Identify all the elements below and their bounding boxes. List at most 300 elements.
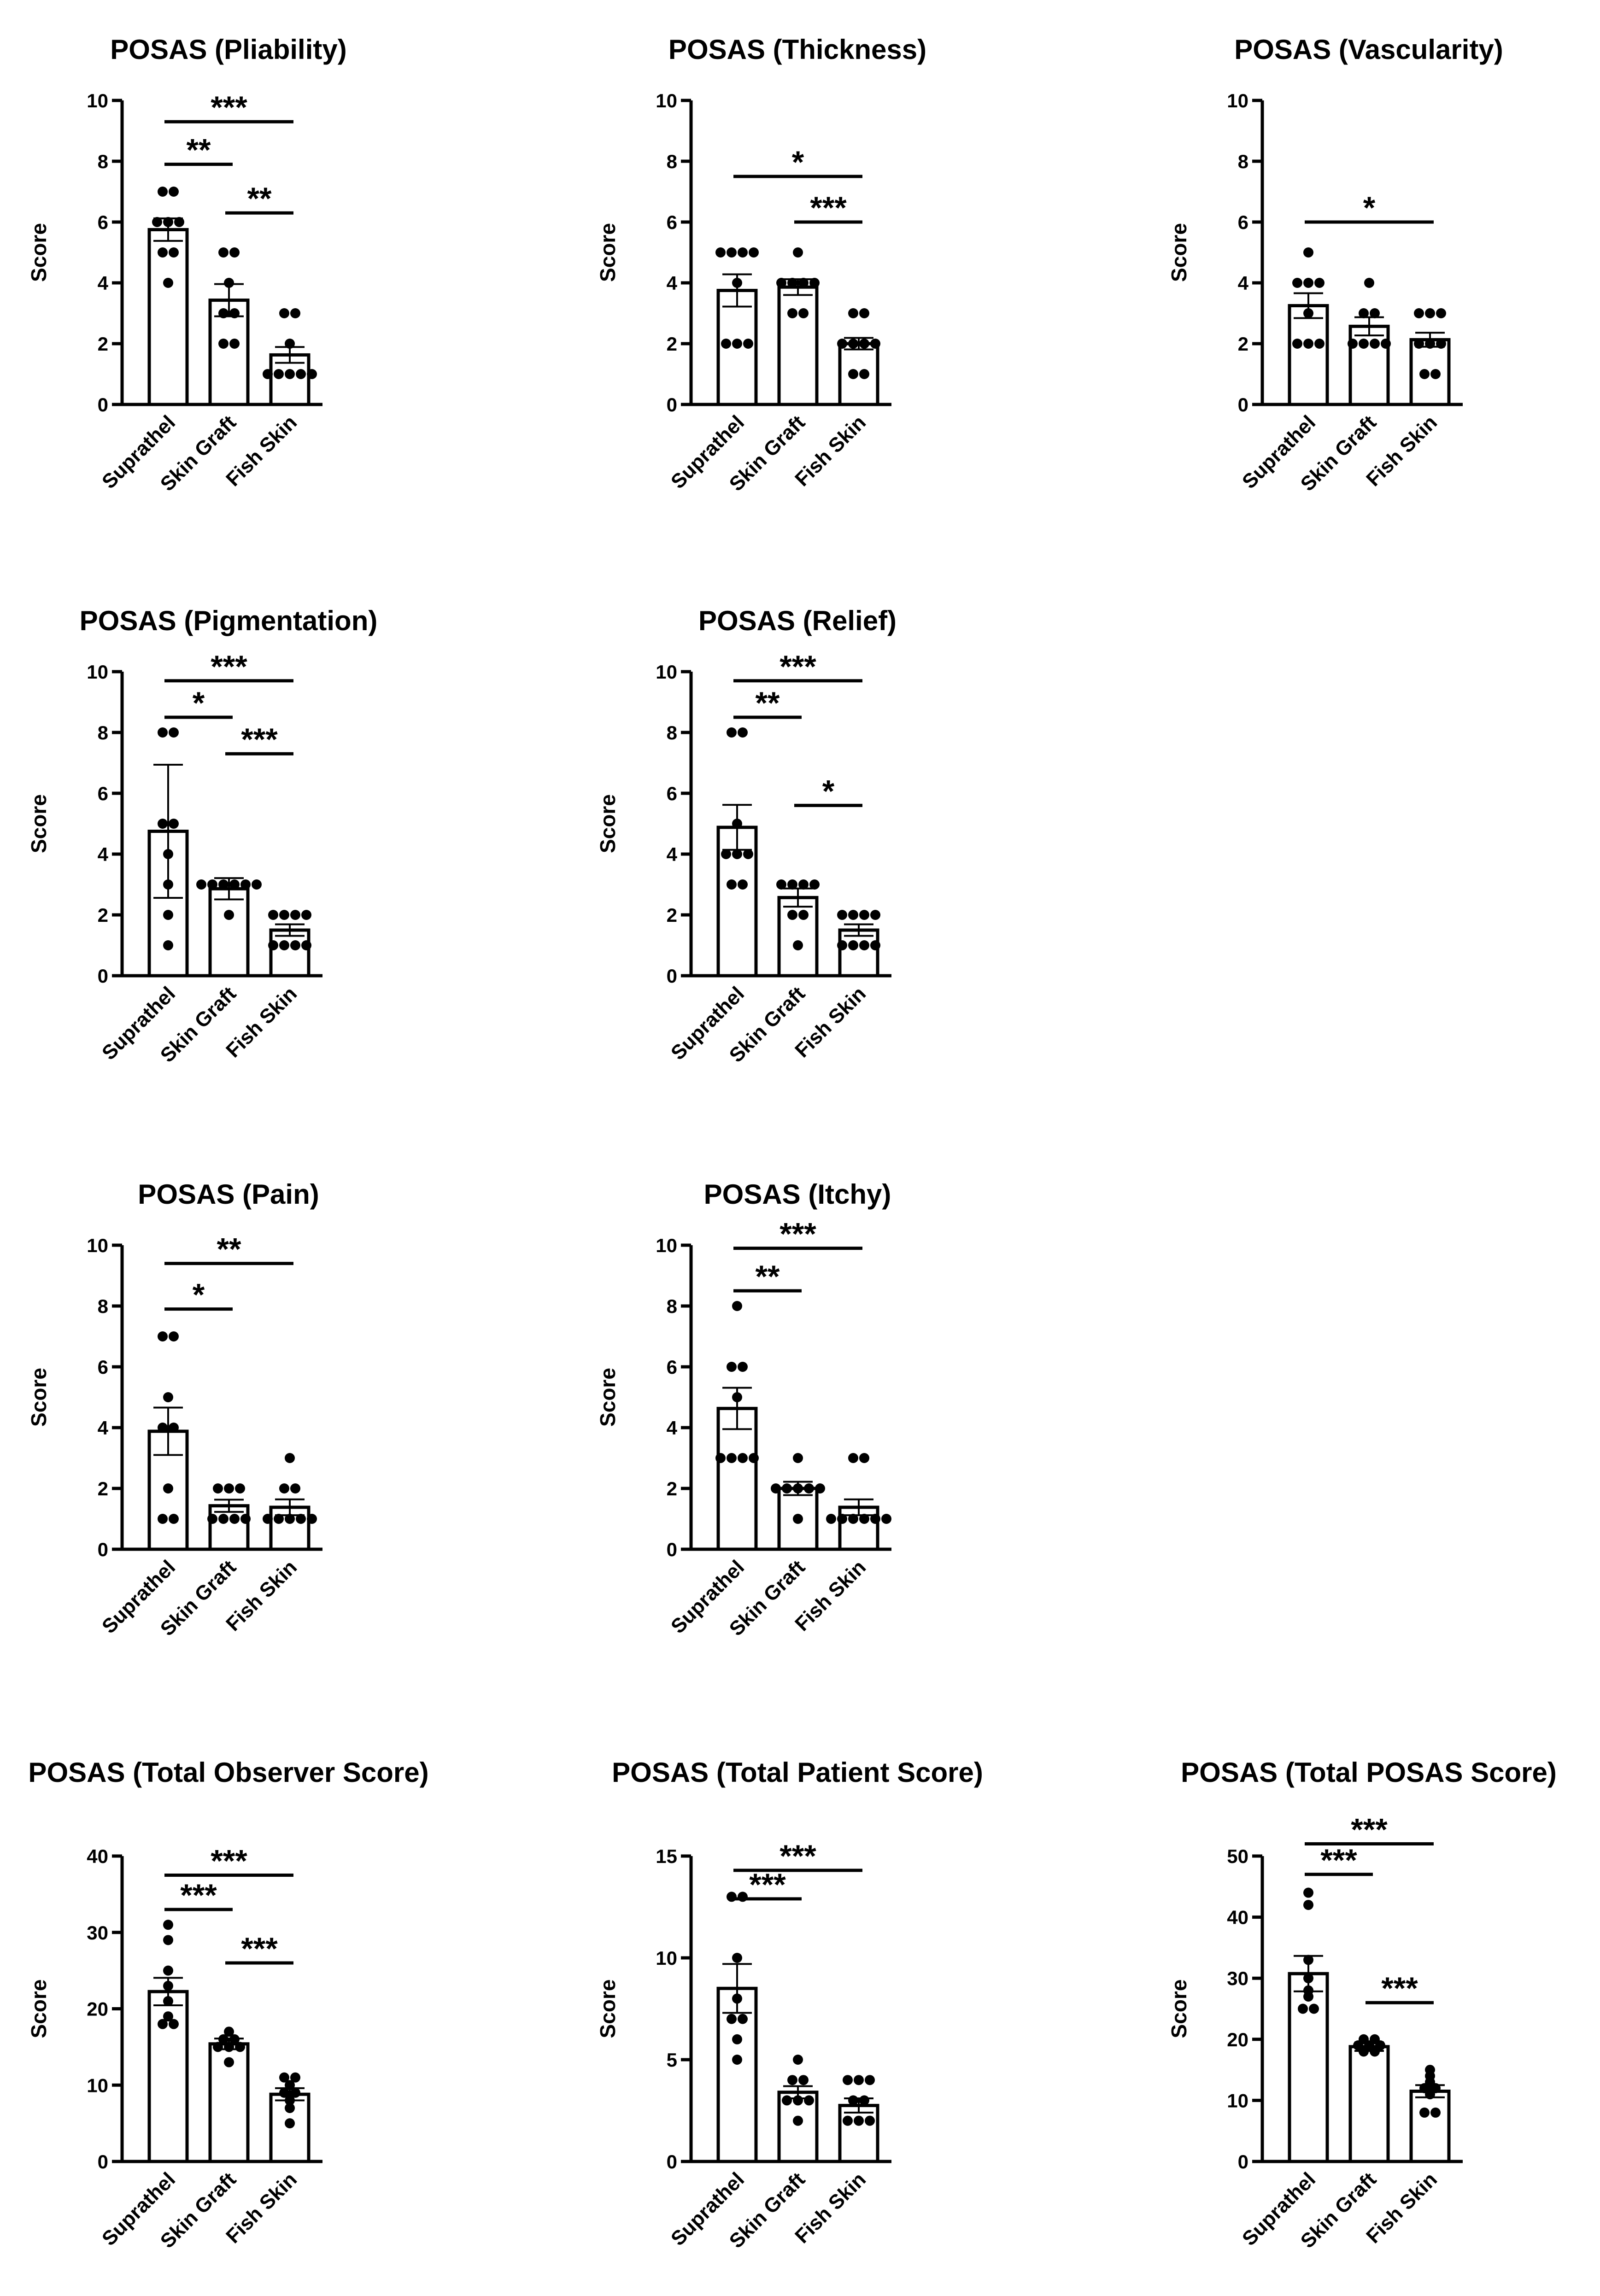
data-point <box>859 308 869 318</box>
data-point <box>163 1981 173 1991</box>
data-point <box>301 910 311 920</box>
data-point <box>279 308 289 318</box>
data-point <box>169 247 179 258</box>
data-point <box>837 940 847 950</box>
significance-label: ** <box>247 181 272 217</box>
data-point <box>732 2055 742 2065</box>
data-point <box>169 2019 179 2029</box>
data-point <box>1314 339 1325 349</box>
chart-panel-posas-thickness <box>596 34 926 496</box>
y-tick-label: 40 <box>87 1845 108 1867</box>
data-point <box>240 879 251 890</box>
data-point <box>1303 1991 1313 2002</box>
data-point <box>798 879 809 890</box>
data-point <box>1292 339 1302 349</box>
y-tick-label: 6 <box>97 211 108 233</box>
data-point <box>1303 339 1313 349</box>
y-tick-label: 0 <box>666 965 677 987</box>
data-point <box>727 247 737 258</box>
x-tick-label: Fish Skin <box>222 2168 302 2248</box>
data-point <box>793 1453 803 1463</box>
data-point <box>854 2075 864 2085</box>
y-axis-label: Score <box>596 1368 620 1427</box>
y-axis-label: Score <box>1167 223 1191 282</box>
data-point <box>296 1514 306 1524</box>
chart-panel-posas-itchy <box>596 1179 891 1640</box>
data-point <box>263 369 273 379</box>
data-point <box>848 339 858 349</box>
data-point <box>787 879 797 890</box>
x-tick-label: Suprathel <box>666 2168 749 2250</box>
data-point <box>738 1453 748 1463</box>
data-point <box>163 879 173 890</box>
y-tick-label: 0 <box>666 2151 677 2173</box>
significance-label: *** <box>211 90 247 125</box>
data-point <box>738 1362 748 1372</box>
significance-label: *** <box>180 1878 217 1913</box>
data-point <box>163 1996 173 2006</box>
bar-skin-graft <box>779 897 817 976</box>
y-tick-label: 10 <box>656 1235 677 1256</box>
bar-fish-skin <box>840 930 878 976</box>
data-point <box>721 849 731 859</box>
data-point <box>229 247 240 258</box>
chart-title: POSAS (Relief) <box>698 605 897 636</box>
data-point <box>804 1483 814 1494</box>
data-point <box>163 910 173 920</box>
chart-panel-posas-pain <box>27 1179 322 1640</box>
significance-label: * <box>1363 190 1376 225</box>
data-point <box>727 1362 737 1372</box>
y-tick-label: 2 <box>666 904 677 926</box>
bar-suprathel <box>718 1988 756 2161</box>
significance-label: ** <box>186 132 211 168</box>
data-point <box>1292 278 1302 288</box>
data-point <box>793 2055 803 2065</box>
bar-fish-skin <box>271 930 309 976</box>
data-point <box>285 1453 295 1463</box>
data-point <box>158 187 168 197</box>
data-point <box>1425 339 1435 349</box>
data-point <box>732 1392 742 1402</box>
y-tick-label: 30 <box>1227 1968 1248 1990</box>
data-point <box>787 910 797 920</box>
data-point <box>798 2075 809 2085</box>
significance-label: *** <box>211 649 247 684</box>
significance-label: *** <box>241 1931 278 1967</box>
y-tick-label: 2 <box>1237 333 1248 355</box>
bar-skin-graft <box>1350 2047 1388 2161</box>
data-point <box>793 2095 803 2105</box>
data-point <box>743 339 753 349</box>
y-tick-label: 50 <box>1227 1845 1248 1867</box>
data-point <box>815 1483 825 1494</box>
y-tick-label: 2 <box>97 333 108 355</box>
significance-label: *** <box>779 1838 816 1874</box>
data-point <box>738 247 748 258</box>
data-point <box>163 1392 173 1402</box>
data-point <box>285 2118 295 2128</box>
data-point <box>738 727 748 738</box>
y-tick-label: 6 <box>97 1356 108 1378</box>
data-point <box>1303 1973 1313 1983</box>
data-point <box>1359 339 1369 349</box>
chart-panel-posas-total-observer-score <box>27 1757 429 2253</box>
data-point <box>848 910 858 920</box>
data-point <box>1348 339 1358 349</box>
data-point <box>749 247 759 258</box>
y-axis-label: Score <box>596 223 620 282</box>
data-point <box>1370 308 1380 318</box>
data-point <box>1303 308 1313 318</box>
significance-label: *** <box>779 649 816 684</box>
data-point <box>1430 369 1441 379</box>
chart-title: POSAS (Pliability) <box>110 34 347 65</box>
data-point <box>158 727 168 738</box>
x-tick-label: Skin Graft <box>156 982 241 1067</box>
y-tick-label: 8 <box>1237 151 1248 172</box>
chart-title: POSAS (Pain) <box>138 1179 319 1210</box>
data-point <box>229 308 240 318</box>
data-point <box>296 369 306 379</box>
data-point <box>787 2075 797 2085</box>
significance-label: ** <box>755 685 780 720</box>
x-tick-label: Fish Skin <box>222 1556 302 1636</box>
chart-panel-posas-vascularity <box>1167 34 1503 496</box>
chart-title: POSAS (Thickness) <box>668 34 927 65</box>
data-point <box>732 2034 742 2044</box>
y-tick-label: 10 <box>87 661 108 683</box>
y-tick-label: 30 <box>87 1921 108 1944</box>
x-tick-label: Skin Graft <box>156 411 241 496</box>
significance-label: ** <box>217 1231 241 1267</box>
data-point <box>229 879 240 890</box>
significance-label: *** <box>211 1843 247 1879</box>
y-tick-label: 2 <box>97 1478 108 1499</box>
significance-label: * <box>192 1277 205 1312</box>
y-axis-label: Score <box>27 1979 51 2038</box>
y-tick-label: 10 <box>87 90 108 111</box>
x-tick-label: Skin Graft <box>725 411 810 496</box>
data-point <box>290 940 300 950</box>
data-point <box>1303 278 1313 288</box>
data-point <box>163 849 173 859</box>
x-tick-label: Suprathel <box>97 2168 180 2250</box>
data-point <box>290 1483 300 1494</box>
data-point <box>848 940 858 950</box>
data-point <box>169 727 179 738</box>
y-tick-label: 0 <box>97 1539 108 1560</box>
bar-fish-skin <box>840 2105 878 2161</box>
data-point <box>307 1514 317 1524</box>
data-point <box>1414 308 1424 318</box>
significance-label: *** <box>1381 1971 1418 2006</box>
data-point <box>787 278 797 288</box>
bar-fish-skin <box>1411 340 1449 404</box>
bar-fish-skin <box>840 344 878 404</box>
data-point <box>213 2042 223 2052</box>
x-tick-label: Skin Graft <box>156 2168 241 2253</box>
y-tick-label: 2 <box>666 333 677 355</box>
data-point <box>859 940 869 950</box>
data-point <box>163 1920 173 1930</box>
data-point <box>732 849 742 859</box>
data-point <box>782 1483 792 1494</box>
data-point <box>229 339 240 349</box>
data-point <box>865 2075 875 2085</box>
data-point <box>1359 308 1369 318</box>
x-tick-label: Skin Graft <box>1296 2168 1381 2253</box>
data-point <box>169 187 179 197</box>
y-tick-label: 10 <box>656 90 677 111</box>
data-point <box>749 1453 759 1463</box>
data-point <box>1303 1888 1313 1898</box>
data-point <box>859 2095 869 2105</box>
data-point <box>1381 339 1391 349</box>
data-point <box>1303 247 1313 258</box>
y-tick-label: 6 <box>666 1356 677 1378</box>
data-point <box>1430 2108 1441 2118</box>
data-point <box>843 2116 853 2126</box>
x-tick-label: Skin Graft <box>725 2168 810 2253</box>
data-point <box>207 1514 217 1524</box>
y-tick-label: 2 <box>97 904 108 926</box>
y-tick-label: 8 <box>97 722 108 744</box>
data-point <box>274 1514 284 1524</box>
y-tick-label: 40 <box>1227 1906 1248 1928</box>
data-point <box>196 879 206 890</box>
data-point <box>782 2095 792 2105</box>
y-tick-label: 4 <box>666 272 677 294</box>
data-point <box>163 278 173 288</box>
data-point <box>224 910 234 920</box>
y-tick-label: 8 <box>666 151 677 172</box>
data-point <box>163 940 173 950</box>
data-point <box>158 2019 168 2029</box>
data-point <box>224 1483 234 1494</box>
data-point <box>158 247 168 258</box>
chart-panel-posas-relief <box>596 605 897 1067</box>
y-tick-label: 4 <box>97 272 108 294</box>
data-point <box>837 339 847 349</box>
data-point <box>859 369 869 379</box>
data-point <box>771 1483 781 1494</box>
data-point <box>1436 308 1446 318</box>
data-point <box>290 910 300 920</box>
x-tick-label: Skin Graft <box>725 1556 810 1640</box>
y-tick-label: 8 <box>97 151 108 172</box>
data-point <box>279 1483 289 1494</box>
data-point <box>224 278 234 288</box>
chart-panel-posas-total-posas-score <box>1167 1757 1557 2253</box>
data-point <box>1359 2046 1369 2056</box>
x-tick-label: Fish Skin <box>791 1556 871 1636</box>
data-point <box>732 339 742 349</box>
chart-title: POSAS (Pigmentation) <box>79 605 378 636</box>
y-tick-label: 8 <box>666 722 677 744</box>
data-point <box>285 1514 295 1524</box>
data-point <box>793 1514 803 1524</box>
data-point <box>1436 339 1446 349</box>
data-point <box>301 940 311 950</box>
data-point <box>870 1514 880 1524</box>
data-point <box>274 369 284 379</box>
significance-label: * <box>791 145 804 180</box>
y-tick-label: 4 <box>97 843 108 865</box>
bar-skin-graft <box>779 287 817 404</box>
data-point <box>163 1966 173 1976</box>
data-point <box>776 278 786 288</box>
x-tick-label: Fish Skin <box>222 982 302 1062</box>
x-tick-label: Skin Graft <box>725 982 810 1067</box>
data-point <box>787 308 797 318</box>
bar-skin-graft <box>1350 326 1388 404</box>
data-point <box>207 879 217 890</box>
data-point <box>1370 2046 1380 2056</box>
significance-label: *** <box>241 722 278 757</box>
y-tick-label: 0 <box>1237 394 1248 416</box>
y-axis-label: Score <box>596 794 620 853</box>
y-tick-label: 0 <box>666 1539 677 1560</box>
y-tick-label: 2 <box>666 1478 677 1499</box>
significance-label: * <box>822 773 835 809</box>
data-point <box>859 910 869 920</box>
data-point <box>218 339 229 349</box>
data-point <box>169 1331 179 1341</box>
y-tick-label: 10 <box>87 1235 108 1256</box>
y-tick-label: 4 <box>666 843 677 865</box>
data-point <box>229 1514 240 1524</box>
data-point <box>218 879 229 890</box>
data-point <box>859 1514 869 1524</box>
data-point <box>798 278 809 288</box>
data-point <box>1425 2089 1435 2099</box>
significance-label: *** <box>779 1216 816 1252</box>
x-tick-label: Fish Skin <box>222 411 302 491</box>
x-tick-label: Suprathel <box>1237 2168 1320 2250</box>
data-point <box>163 217 173 227</box>
data-point <box>163 1483 173 1494</box>
data-point <box>1309 2004 1319 2014</box>
data-point <box>1414 339 1424 349</box>
data-point <box>1419 369 1430 379</box>
significance-label: ** <box>755 1259 780 1294</box>
data-point <box>285 339 295 349</box>
y-axis-label: Score <box>596 1979 620 2038</box>
chart-panel-posas-total-patient-score <box>596 1757 983 2253</box>
y-tick-label: 4 <box>666 1417 677 1439</box>
data-point <box>870 910 880 920</box>
data-point <box>1298 2004 1308 2014</box>
data-point <box>158 1514 168 1524</box>
y-tick-label: 10 <box>1227 90 1248 111</box>
data-point <box>848 1514 858 1524</box>
data-point <box>793 940 803 950</box>
data-point <box>798 910 809 920</box>
x-tick-label: Suprathel <box>666 1556 749 1638</box>
data-point <box>285 2103 295 2113</box>
chart-panel-posas-pliability <box>27 34 347 496</box>
data-point <box>732 1301 742 1311</box>
data-point <box>268 940 278 950</box>
y-tick-label: 15 <box>656 1845 677 1867</box>
bar-suprathel <box>1289 306 1327 405</box>
data-point <box>1303 1955 1313 1965</box>
data-point <box>169 1514 179 1524</box>
data-point <box>1303 1900 1313 1910</box>
y-tick-label: 20 <box>1227 2028 1248 2050</box>
data-point <box>285 369 295 379</box>
data-point <box>848 1453 858 1463</box>
data-point <box>715 1453 726 1463</box>
data-point <box>859 1453 869 1463</box>
data-point <box>848 2095 858 2105</box>
data-point <box>224 2042 234 2052</box>
y-tick-label: 0 <box>97 965 108 987</box>
x-tick-label: Fish Skin <box>791 2168 871 2248</box>
data-point <box>881 1514 891 1524</box>
data-point <box>732 819 742 829</box>
x-tick-label: Suprathel <box>97 411 180 493</box>
y-tick-label: 6 <box>1237 211 1248 233</box>
y-tick-label: 10 <box>656 661 677 683</box>
data-point <box>793 247 803 258</box>
data-point <box>738 2014 748 2024</box>
data-point <box>1314 278 1325 288</box>
x-tick-label: Suprathel <box>1237 411 1320 493</box>
significance-label: *** <box>1351 1812 1388 1847</box>
x-tick-label: Fish Skin <box>1362 411 1442 491</box>
data-point <box>235 2042 245 2052</box>
x-tick-label: Skin Graft <box>156 1556 241 1640</box>
data-point <box>793 1483 803 1494</box>
data-point <box>859 339 869 349</box>
data-point <box>809 879 820 890</box>
y-tick-label: 10 <box>87 2074 108 2097</box>
significance-label: *** <box>749 1867 786 1902</box>
bar-suprathel <box>149 230 187 405</box>
data-point <box>1370 339 1380 349</box>
data-point <box>169 819 179 829</box>
data-point <box>218 1514 229 1524</box>
data-point <box>727 1453 737 1463</box>
y-axis-label: Score <box>27 794 51 853</box>
data-point <box>732 1993 742 2003</box>
data-point <box>837 910 847 920</box>
data-point <box>174 217 184 227</box>
data-point <box>1364 278 1374 288</box>
y-tick-label: 8 <box>666 1295 677 1317</box>
data-point <box>279 910 289 920</box>
x-tick-label: Suprathel <box>666 411 749 493</box>
data-point <box>837 1514 847 1524</box>
y-tick-label: 0 <box>97 2151 108 2173</box>
data-point <box>843 2075 853 2085</box>
data-point <box>715 247 726 258</box>
bar-fish-skin <box>1411 2091 1449 2161</box>
data-point <box>158 819 168 829</box>
y-tick-label: 6 <box>97 783 108 804</box>
data-point <box>809 278 820 288</box>
y-tick-label: 5 <box>666 2049 677 2071</box>
significance-label: *** <box>1320 1842 1357 1878</box>
data-point <box>235 1483 245 1494</box>
data-point <box>854 2116 864 2126</box>
y-axis-label: Score <box>1167 1979 1191 2038</box>
data-point <box>732 1953 742 1963</box>
y-axis-label: Score <box>27 1368 51 1427</box>
chart-title: POSAS (Itchy) <box>703 1179 891 1210</box>
